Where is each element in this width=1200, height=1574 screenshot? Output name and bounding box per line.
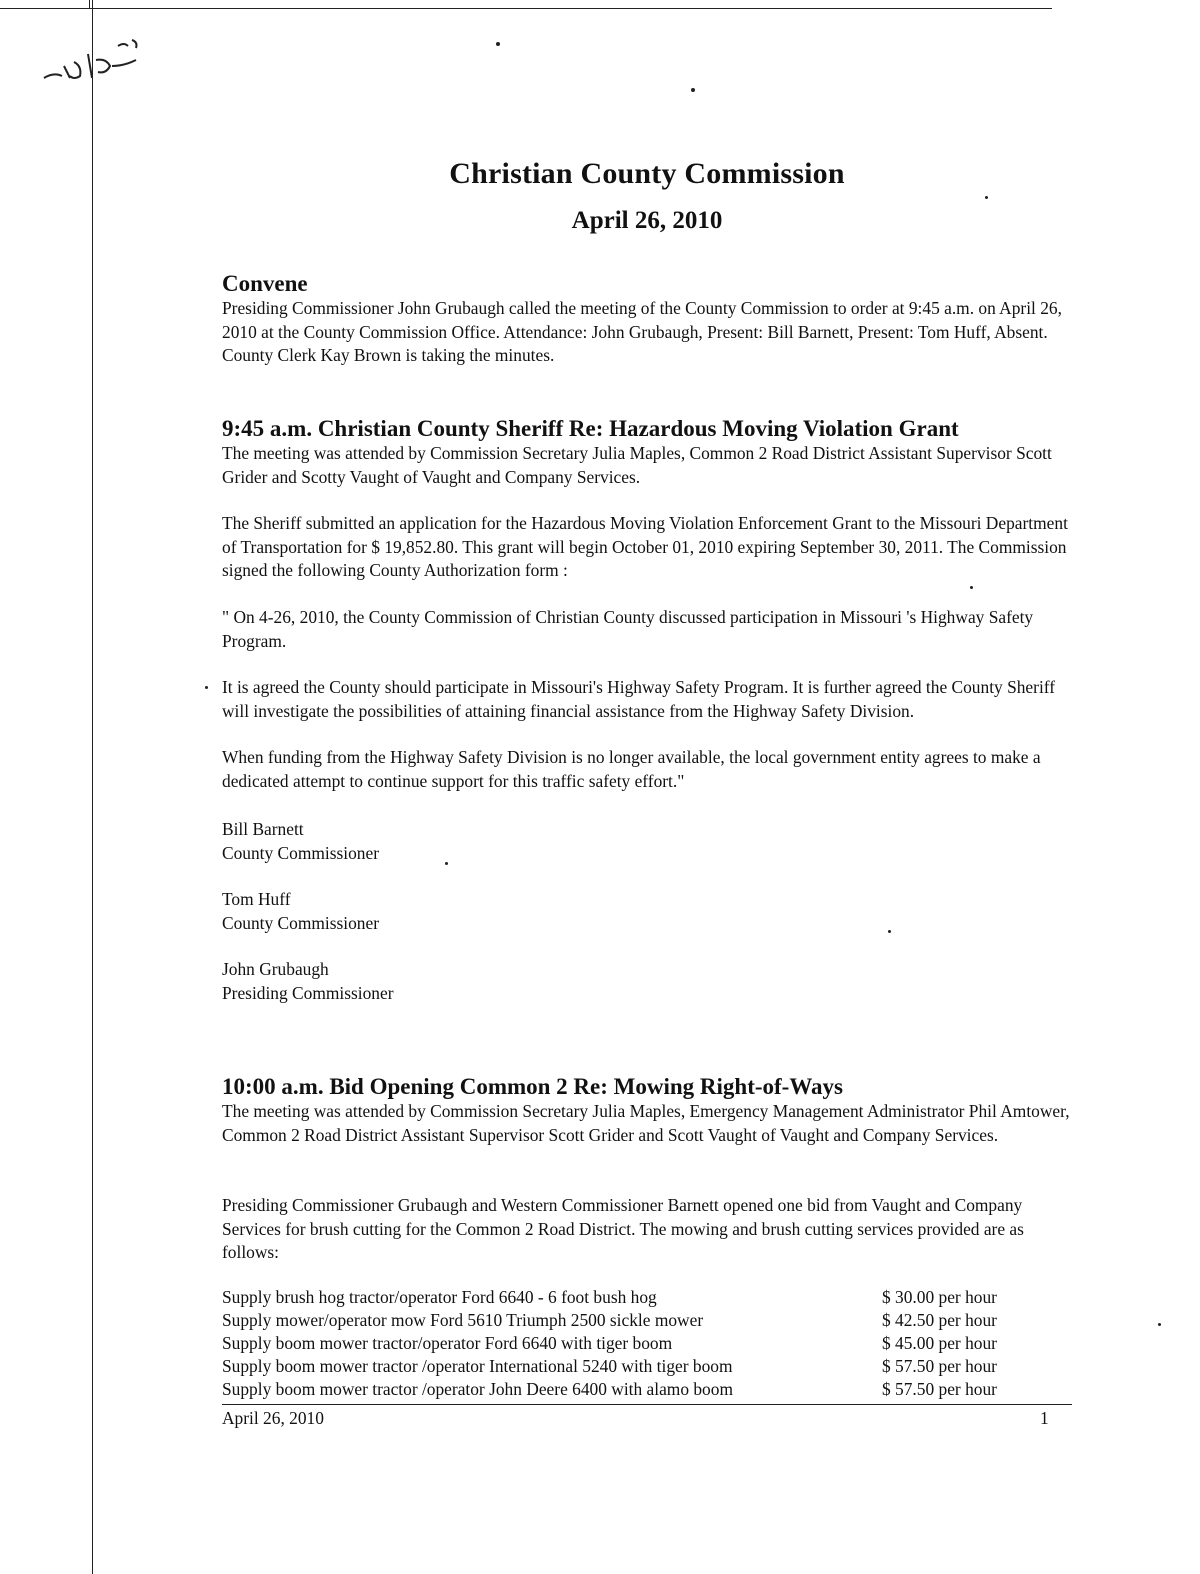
section-heading-sheriff: 9:45 a.m. Christian County Sheriff Re: Hazardous Moving Violation Grant — [222, 416, 959, 441]
table-row — [222, 1309, 1072, 1332]
convene-paragraph: Presiding Commissioner John Grubaugh called the meeting of the County Commission to order at 9:45 a.m. on April 26, 2010 at the County Commission Office. Attendance: John Grubaugh, Present: Bill Barnett, Present: Tom Huff, Absent. County Clerk Kay Brown is taking the minutes. — [222, 298, 1062, 365]
signer-title: Presiding Commissioner — [222, 983, 394, 1003]
bid-description-paragraph: Presiding Commissioner Grubaugh and Western Commissioner Barnett opened one bid from Vaught and Company Services for brush cutting for the Common 2 Road District. The mowing and brush cutting services provided are as follows: — [222, 1195, 1024, 1262]
service-cell: Supply boom mower tractor /operator International 5240 with tiger boom — [222, 1356, 733, 1376]
rate-cell: $ 57.50 per hour — [882, 1356, 997, 1376]
signer-title: County Commissioner — [222, 843, 380, 863]
signer-name: Bill Barnett — [222, 819, 304, 839]
service-cell: Supply mower/operator mow Ford 5610 Triumph 2500 sickle mower — [222, 1310, 704, 1330]
table-row — [222, 1355, 1072, 1378]
service-cell: Supply boom mower tractor /operator John Deere 6400 with alamo boom — [222, 1379, 733, 1399]
sheriff-attendance-paragraph: The meeting was attended by Commission Secretary Julia Maples, Common 2 Road District Assistant Supervisor Scott Grider and Scotty Vaught of Vaught and Company Services. — [222, 443, 1052, 487]
rate-cell: $ 30.00 per hour — [882, 1287, 997, 1307]
service-cell: Supply brush hog tractor/operator Ford 6640 - 6 foot bush hog — [222, 1287, 657, 1307]
footer-divider — [222, 1404, 1072, 1405]
document-date: April 26, 2010 — [571, 207, 723, 234]
sheriff-grant-paragraph: The Sheriff submitted an application for the Hazardous Moving Violation Enforcement Grant to the Missouri Department of Transportation for $ 19,852.80. This grant will begin October 01, 2010 expiring September 30, 2011. The Commission signed the following County Authorization form : — [222, 513, 1068, 580]
scan-speck — [205, 686, 208, 689]
table-row — [222, 1332, 1072, 1355]
corner-tick — [89, 0, 97, 8]
scan-speck — [985, 196, 988, 199]
authorization-funding: When funding from the Highway Safety Division is no longer available, the local government entity agrees to make a dedicated attempt to continue support for this traffic safety effort." — [222, 747, 1041, 791]
document-title: Christian County Commission — [449, 157, 845, 190]
top-border-line — [0, 8, 1052, 9]
authorization-quote-intro: " On 4-26, 2010, the County Commission of Christian County discussed participation in Missouri 's Highway Safety Program. — [222, 607, 1034, 651]
scan-speck — [496, 42, 500, 46]
rate-cell: $ 45.00 per hour — [882, 1333, 997, 1353]
rates-table — [222, 1286, 1072, 1401]
table-row — [222, 1286, 1072, 1309]
section-heading-convene: Convene — [222, 271, 308, 296]
bid-attendance-paragraph: The meeting was attended by Commission Secretary Julia Maples, Emergency Management Administrator Phil Amtower, Common 2 Road District Assistant Supervisor Scott Grider and Scott Vaught of Vaught and Company Services. — [222, 1101, 1070, 1145]
left-margin-line — [92, 0, 93, 1574]
table-row — [222, 1378, 1072, 1401]
rate-cell: $ 42.50 per hour — [882, 1310, 997, 1330]
scan-speck — [970, 586, 973, 589]
section-heading-bid-opening: 10:00 a.m. Bid Opening Common 2 Re: Mowing Right-of-Ways — [222, 1074, 844, 1099]
service-cell: Supply boom mower tractor/operator Ford 6640 with tiger boom — [222, 1333, 673, 1353]
footer-date: April 26, 2010 — [222, 1408, 324, 1428]
signature-block — [222, 887, 379, 935]
signer-name: John Grubaugh — [222, 959, 329, 979]
scan-speck — [1158, 1323, 1161, 1326]
scan-speck — [888, 930, 891, 933]
scan-speck — [691, 88, 695, 92]
signer-title: County Commissioner — [222, 913, 380, 933]
signature-block — [222, 817, 379, 865]
handwritten-mark — [40, 36, 150, 96]
rate-cell: $ 57.50 per hour — [882, 1379, 997, 1399]
signer-name: Tom Huff — [222, 889, 291, 909]
page-number: 1 — [1040, 1408, 1049, 1428]
authorization-agreement: It is agreed the County should participate in Missouri's Highway Safety Program. It is further agreed the County Sheriff will investigate the possibilities of attaining financial assistance from the Highway Safety Division. — [222, 677, 1056, 721]
signature-block — [222, 957, 394, 1005]
scan-speck — [445, 862, 448, 865]
